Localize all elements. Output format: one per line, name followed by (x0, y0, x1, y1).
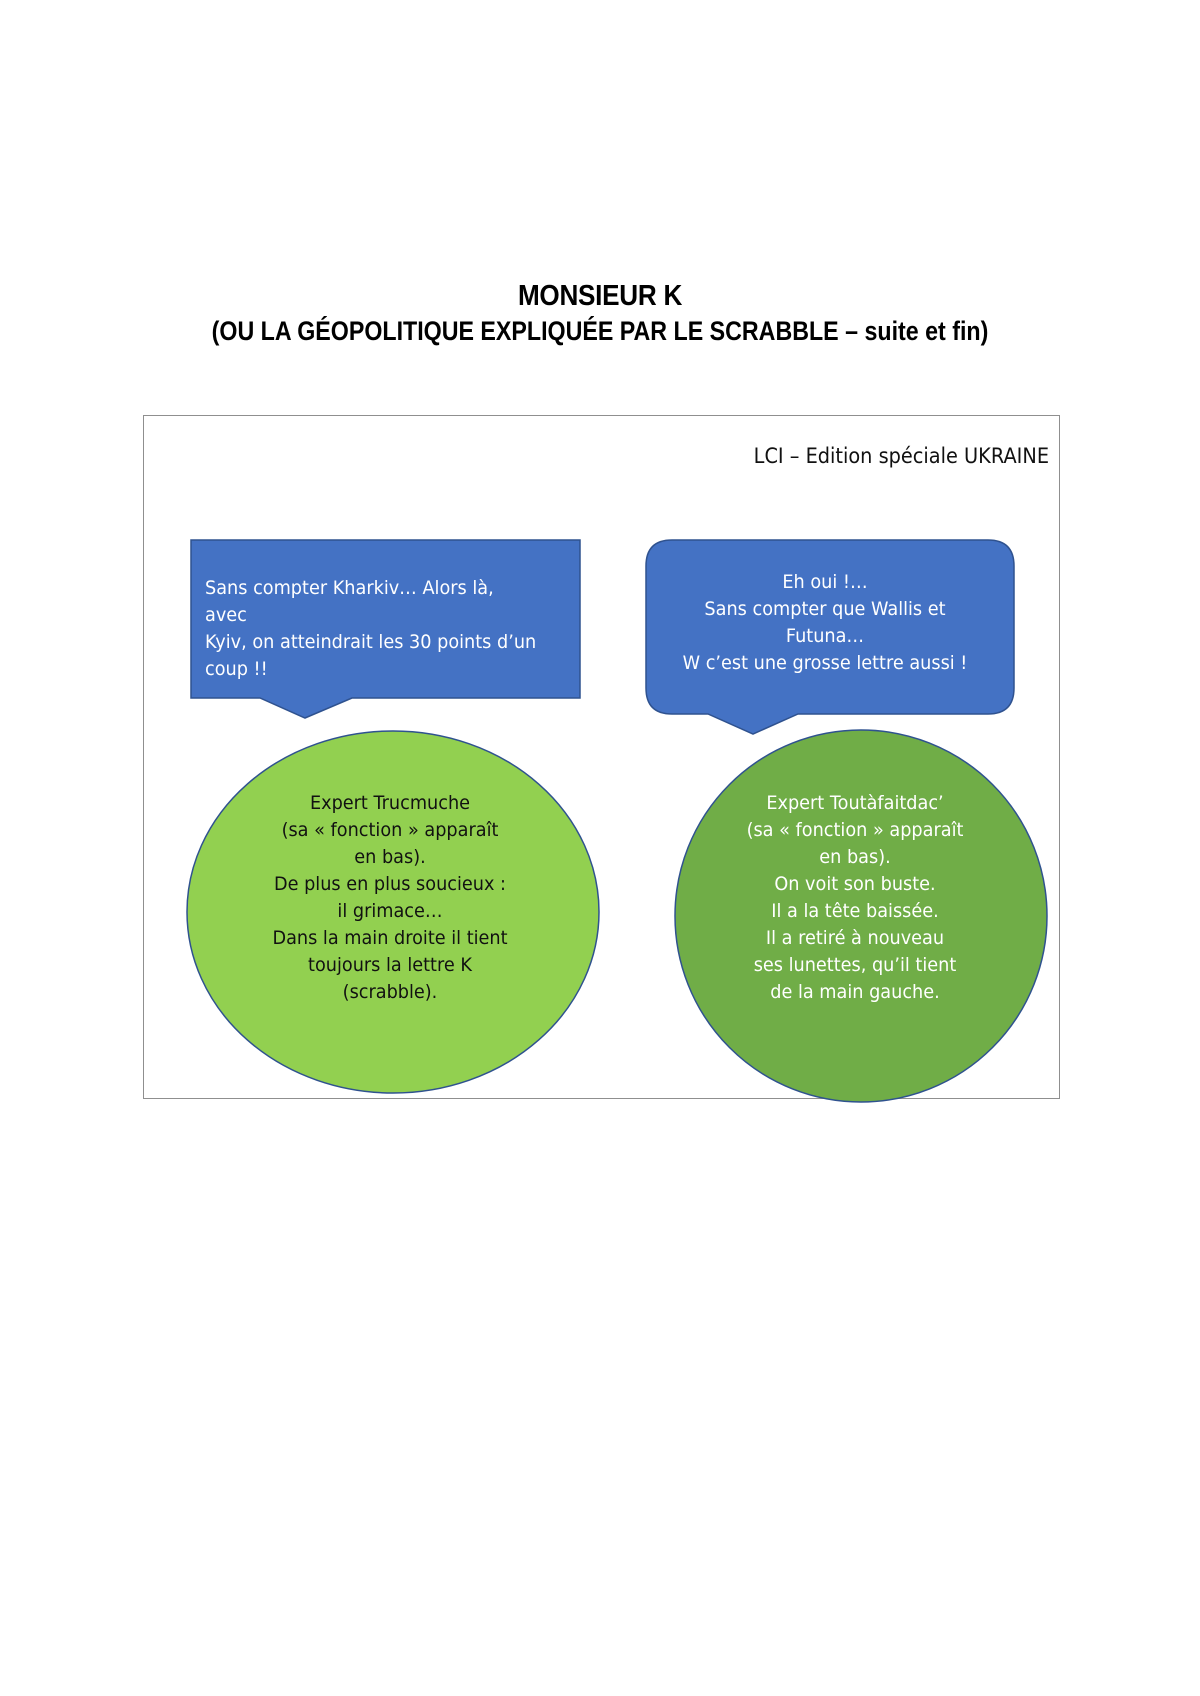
expert-line: (scrabble). (342, 981, 438, 1003)
speech-bubble-left-text (205, 575, 540, 683)
expert-line: De plus en plus soucieux : (273, 873, 507, 895)
bubble-line: Sans compter que Wallis et (704, 598, 946, 620)
expert-left-description (241, 790, 539, 1006)
bubble-line: Kyiv, on atteindrait les 30 points d’un (205, 631, 537, 653)
expert-line: On voit son buste. (774, 873, 936, 895)
expert-line: il grimace… (337, 900, 443, 922)
bubble-line: Futuna… (785, 625, 865, 647)
expert-line: Dans la main droite il tient (272, 927, 508, 949)
bubble-line: Sans compter Kharkiv… Alors là, avec (205, 577, 494, 626)
speech-bubble-right-text (667, 569, 983, 677)
expert-line: Expert Trucmuche (309, 792, 471, 814)
page-title: MONSIEUR K (517, 280, 683, 312)
expert-line: en bas). (819, 846, 891, 868)
expert-line: Expert Toutàfaitdac’ (766, 792, 944, 814)
expert-line: toujours la lettre K (308, 954, 472, 976)
expert-line: ses lunettes, qu’il tient (753, 954, 957, 976)
channel-label: LCI – Edition spéciale UKRAINE (753, 444, 1049, 468)
expert-line: en bas). (354, 846, 426, 868)
expert-line: (sa « fonction » apparaît (281, 819, 499, 841)
bubble-line: Eh oui !… (782, 571, 868, 593)
expert-line: (sa « fonction » apparaît (746, 819, 964, 841)
expert-right-description (706, 790, 1004, 1006)
expert-line: Il a la tête baissée. (771, 900, 939, 922)
expert-line: Il a retiré à nouveau (765, 927, 945, 949)
bubble-line: W c’est une grosse lettre aussi ! (682, 652, 968, 674)
expert-line: de la main gauche. (770, 981, 940, 1003)
bubble-line: coup !! (205, 658, 268, 680)
page-subtitle: (OU LA GÉOPOLITIQUE EXPLIQUÉE PAR LE SCRABBLE – suite et fin) (211, 316, 989, 346)
